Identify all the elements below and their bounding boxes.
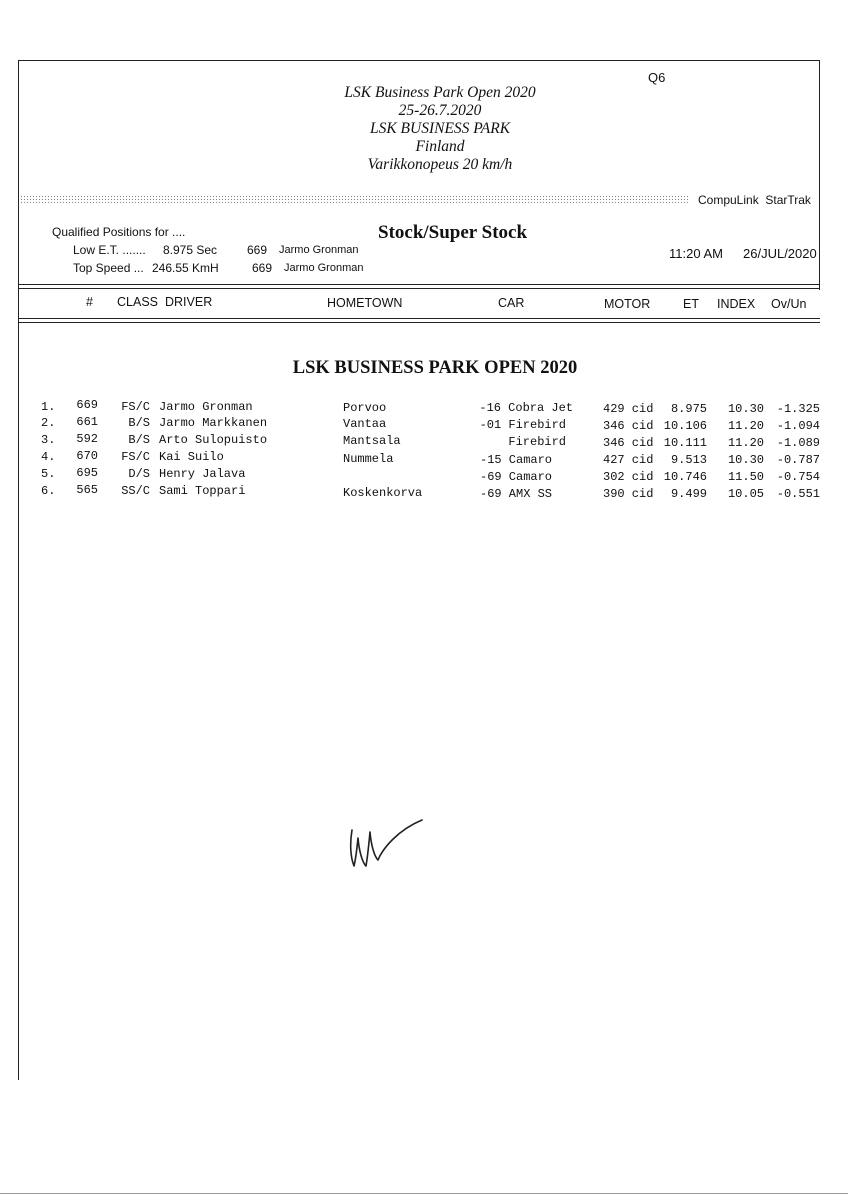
left-border — [18, 60, 19, 1080]
row-et: 10.746 — [663, 470, 707, 484]
low-et-driver: Jarmo Gronman — [279, 244, 359, 256]
row-class: B/S — [128, 433, 150, 447]
header-line-top-1 — [18, 284, 820, 285]
row-pos: 5. — [41, 467, 56, 481]
row-motor: 302 cid — [603, 470, 654, 484]
row-ovun: -0.754 — [776, 470, 820, 484]
col-class: CLASS — [117, 295, 158, 309]
header-line-top-2 — [18, 288, 820, 289]
row-pos: 1. — [41, 400, 56, 414]
col-car: CAR — [498, 296, 525, 310]
row-class: D/S — [128, 467, 150, 481]
row-car: -69 Camaro — [480, 470, 553, 484]
row-num: 695 — [76, 466, 98, 480]
row-et: 9.513 — [670, 453, 707, 467]
top-border — [18, 60, 820, 61]
report-date: 26/JUL/2020 — [743, 246, 817, 261]
row-motor: 390 cid — [603, 487, 654, 501]
row-pos: 2. — [41, 416, 56, 430]
row-et: 8.975 — [670, 402, 707, 416]
header-line-bottom-1 — [18, 318, 820, 319]
event-pit-speed: Varikkonopeus 20 km/h — [367, 156, 513, 173]
page-code: Q6 — [648, 70, 666, 85]
row-index: 11.20 — [727, 436, 764, 450]
col-num: # — [86, 295, 93, 309]
signature — [338, 808, 438, 878]
bottom-edge — [0, 1193, 848, 1194]
row-ovun: -0.551 — [776, 487, 820, 501]
row-ovun: -1.325 — [776, 402, 820, 416]
row-hometown: Mantsala — [343, 434, 401, 448]
row-motor: 346 cid — [603, 436, 654, 450]
dotted-band — [20, 195, 690, 204]
row-num: 661 — [76, 415, 98, 429]
category-title: Stock/Super Stock — [378, 222, 528, 243]
top-speed-label: Top Speed ... — [73, 261, 144, 275]
row-pos: 4. — [41, 450, 56, 464]
row-ovun: -1.094 — [776, 419, 820, 433]
row-class: B/S — [128, 416, 150, 430]
row-index: 10.30 — [727, 402, 764, 416]
row-index: 10.05 — [727, 487, 764, 501]
low-et-label: Low E.T. ....... — [73, 243, 146, 257]
row-pos: 6. — [41, 484, 56, 498]
col-ovun: Ov/Un — [771, 297, 807, 311]
row-ovun: -1.089 — [776, 436, 820, 450]
event-venue: LSK BUSINESS PARK — [369, 120, 511, 137]
row-num: 669 — [76, 398, 98, 412]
event-header — [240, 84, 640, 174]
row-hometown: Vantaa — [343, 417, 387, 431]
row-class: FS/C — [121, 450, 150, 464]
row-et: 10.111 — [663, 436, 707, 450]
row-num: 592 — [76, 432, 98, 446]
row-driver: Sami Toppari — [159, 484, 246, 498]
row-hometown: Koskenkorva — [343, 486, 423, 500]
row-motor: 346 cid — [603, 419, 654, 433]
row-et: 10.106 — [663, 419, 707, 433]
row-car: -16 Cobra Jet — [479, 401, 573, 415]
row-ovun: -0.787 — [776, 453, 820, 467]
event-title: LSK Business Park Open 2020 — [344, 84, 536, 101]
row-driver: Arto Sulopuisto — [159, 433, 268, 447]
event-dates: 25-26.7.2020 — [398, 102, 482, 119]
low-et-value: 8.975 Sec — [163, 243, 218, 257]
row-index: 11.50 — [727, 470, 764, 484]
col-motor: MOTOR — [604, 297, 651, 311]
row-driver: Henry Jalava — [159, 467, 246, 481]
row-pos: 3. — [41, 433, 56, 447]
col-index: INDEX — [717, 297, 756, 311]
row-hometown: Nummela — [343, 452, 394, 466]
row-driver: Kai Suilo — [159, 450, 224, 464]
col-hometown: HOMETOWN — [327, 296, 403, 310]
row-motor: 429 cid — [603, 402, 654, 416]
row-hometown: Porvoo — [343, 401, 387, 415]
right-border — [819, 60, 820, 290]
event-country: Finland — [415, 138, 465, 155]
row-motor: 427 cid — [603, 453, 654, 467]
top-speed-value: 246.55 KmH — [152, 261, 219, 275]
row-car: -01 Firebird — [479, 418, 566, 432]
row-num: 565 — [76, 483, 98, 497]
col-driver: DRIVER — [165, 295, 213, 309]
row-car: -15 Camaro — [480, 453, 553, 467]
report-time: 11:20 AM — [669, 246, 723, 261]
qualified-label: Qualified Positions for .... — [52, 225, 186, 239]
row-class: FS/C — [121, 400, 150, 414]
row-driver: Jarmo Gronman — [159, 400, 253, 414]
col-et: ET — [683, 297, 699, 311]
header-line-bottom-2 — [18, 322, 820, 323]
row-et: 9.499 — [670, 487, 707, 501]
top-speed-driver: Jarmo Gronman — [284, 262, 364, 274]
row-class: SS/C — [121, 484, 150, 498]
row-index: 11.20 — [727, 419, 764, 433]
row-car: Firebird — [508, 435, 566, 449]
top-speed-number: 669 — [252, 261, 273, 275]
row-index: 10.30 — [727, 453, 764, 467]
row-driver: Jarmo Markkanen — [159, 416, 268, 430]
row-car: -69 AMX SS — [480, 487, 553, 501]
low-et-number: 669 — [247, 243, 268, 257]
results-title: LSK BUSINESS PARK OPEN 2020 — [292, 358, 578, 378]
row-num: 670 — [76, 449, 98, 463]
system-label: CompuLink StarTrak — [698, 193, 811, 207]
